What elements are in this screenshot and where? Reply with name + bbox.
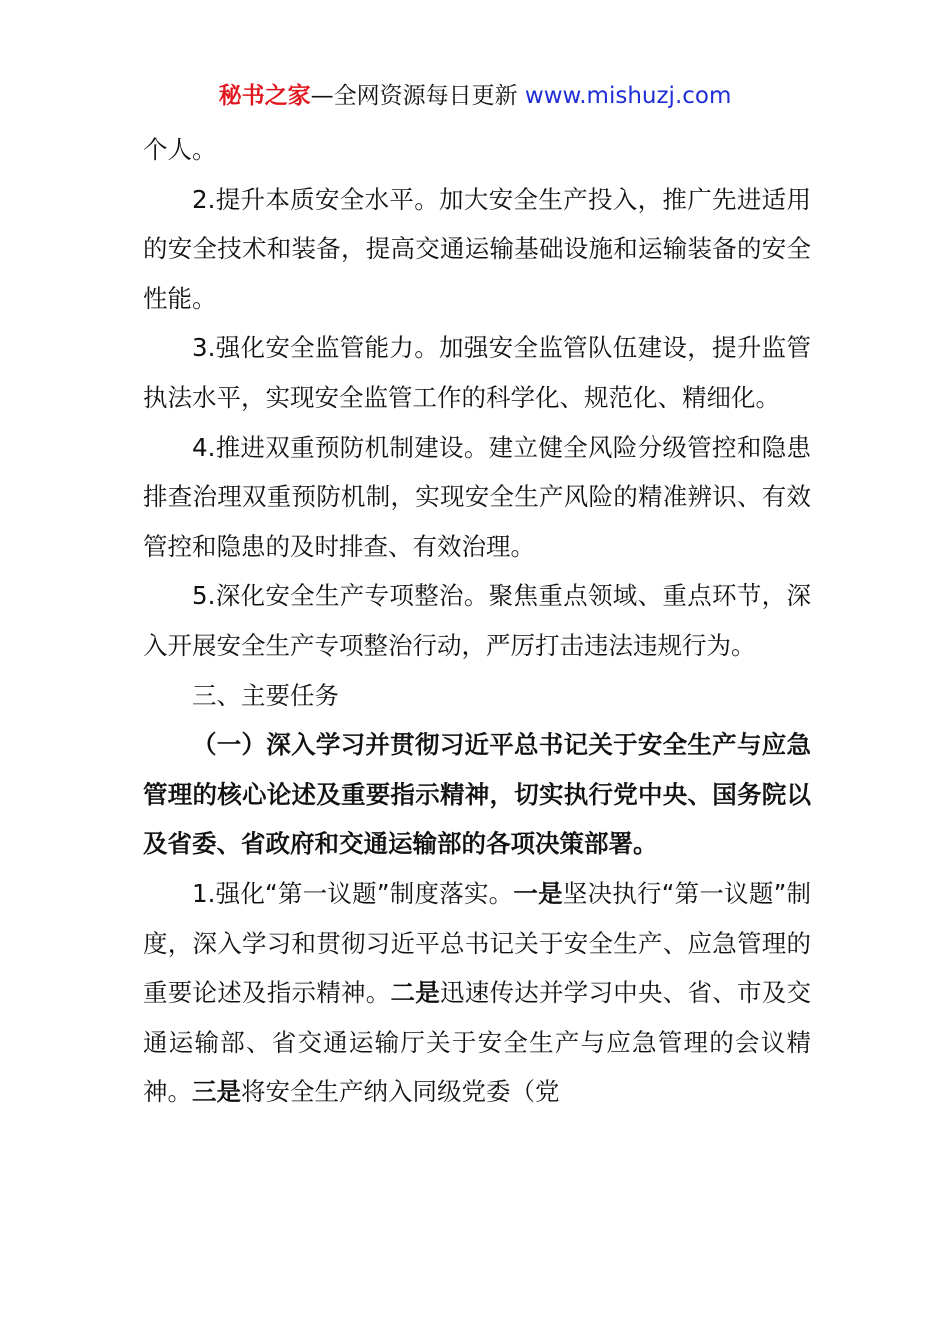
point-three-text: 将安全生产纳入同级党委（党 (241, 1077, 560, 1107)
subsection-heading: （一）深入学习并贯彻习近平总书记关于安全生产与应急管理的核心论述及重要指示精神，切实执行党中央、国务院以及省委、省政府和交通运输部的各项决策部署。 (143, 730, 811, 859)
paragraph-item-5: 5.深化安全生产专项整治。聚焦重点领域、重点环节，深入开展安全生产专项整治行动，严厉打击违法违规行为。 (143, 581, 811, 660)
paragraph-continuation: 个人。 (143, 135, 217, 164)
point-one-text: 坚决执行“第一议题”制度，深入学习和贯彻习近平总书记关于安全生产、应急管理的重要论述及指示精神。 (143, 878, 811, 1008)
point-two-text: 迅速传达并学习中央、省、市及交通运输部、省交通运输厅关于安全生产与应急管理的会议精神。 (143, 978, 811, 1107)
point-one-label: 一是 (513, 878, 563, 908)
paragraph-item-3: 3.强化安全监管能力。加强安全监管队伍建设，提升监管执法水平，实现安全监管工作的科学化、规范化、精细化。 (143, 333, 811, 412)
site-brand: 秘书之家 (218, 83, 311, 109)
point-three-label: 三是 (192, 1077, 241, 1107)
section-heading: 三、主要任务 (192, 680, 339, 710)
document-body (143, 125, 811, 1117)
site-url-link[interactable]: www.mishuzj.com (524, 83, 732, 109)
site-tagline: —全网资源每日更新 (310, 83, 525, 109)
paragraph-task-1 (143, 869, 811, 1117)
site-header (0, 80, 950, 112)
point-two-label: 二是 (390, 978, 440, 1008)
paragraph-item-4: 4.推进双重预防机制建设。建立健全风险分级管控和隐患排查治理双重预防机制，实现安全生产风险的精准辨识、有效管控和隐患的及时排查、有效治理。 (143, 432, 811, 561)
task-1-lead: 1.强化“第一议题”制度落实。 (192, 878, 514, 908)
paragraph-item-2: 2.提升本质安全水平。加大安全生产投入，推广先进适用的安全技术和装备，提高交通运输基础设施和运输装备的安全性能。 (143, 184, 811, 313)
